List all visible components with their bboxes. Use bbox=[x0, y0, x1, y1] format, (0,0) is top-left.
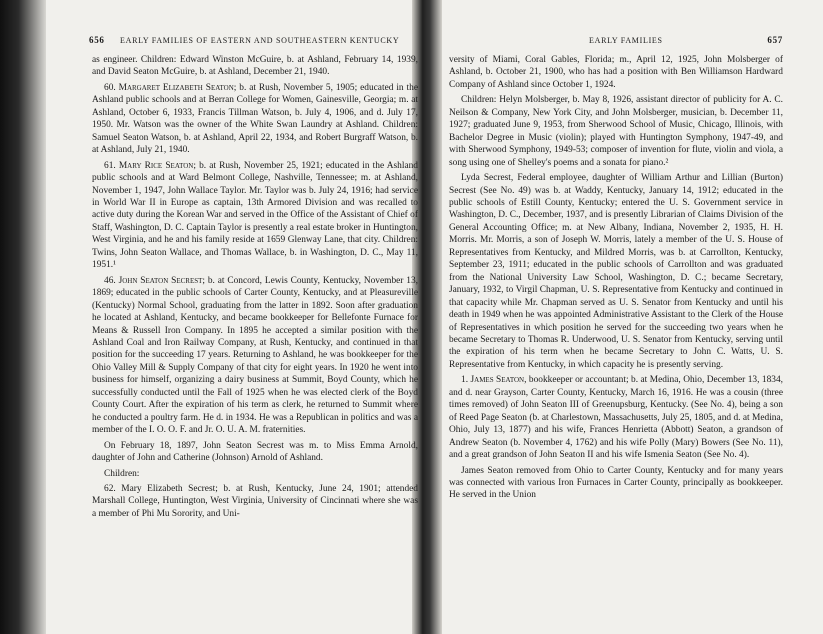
left-page-header bbox=[89, 34, 418, 48]
paragraph: 60. Margaret Elizabeth Seaton; b. at Rush, November 5, 1905; educated in the Ashland public schools and at Berran College for Women, Gainesville, Georgia; m. at Ashland, October 6, 1933, Francis Tillman Watson, b. July 4, 1906, and d. July 17, 1950. Mr. Watson was the owner of the White Swan Laundry at Ashland. Children: Samuel Seaton Watson, b. at Ashland, April 22, 1934, and Robert Burgraff Watson, b. at Ashland, July 21, 1940. bbox=[92, 82, 418, 156]
paragraph: On February 18, 1897, John Seaton Secrest was m. to Miss Emma Arnold, daughter of John and Catherine (Johnson) Arnold of Ashland. bbox=[92, 440, 418, 464]
paragraph: James Seaton removed from Ohio to Carter County, Kentucky and for many years was connected with various Iron Furnaces in Carter County, principally as bookkeeper. He served in the Union bbox=[449, 465, 783, 501]
page-number: 657 bbox=[767, 35, 783, 45]
entry-name: 46. John Seaton Secrest bbox=[104, 275, 203, 286]
paragraph: as engineer. Children: Edward Winston McGuire, b. at Ashland, February 14, 1939, and David Seaton McGuire, b. at Ashland, December 21, 1940. bbox=[92, 55, 418, 78]
entry-name: 60. Margaret Elizabeth Seaton bbox=[104, 82, 234, 93]
paragraph: 46. John Seaton Secrest; b. at Concord, Lewis County, Kentucky, November 13, 1869; educated in the public schools of Carter County, Kentucky, and at Pleasureville (Kentucky) Normal School, graduating from the latter in 1892. Soon after graduation he located at Ashland, Kentucky, and became bookkeeper for Bellefonte Furnace for Means & Russell Iron Company. In 1895 he accepted a similar position with the Ashland Coal and Iron Railway Company, at Rush, Kentucky, and continued in that position for the succeeding 17 years. Returning to Ashland, he was bookkeeper for the Ohio Valley Mill & Supply Company of that city for eight years. In 1920 he went into business for himself, organizing a dairy business at Summit, Boyd County, which he successfully conducted until the Fall of 1925 when he was elected clerk of the Boyd County Court. After the expiration of his term as clerk, he returned to Summit where he conducted a poultry farm. He d. in 1934. He was a Republican in politics and was a member of the I. O. O. F. and Jr. O. U. A. M. fraternities. bbox=[92, 275, 418, 436]
paragraph: Children: Helyn Molsberger, b. May 8, 1926, assistant director of publicity for A. C. Neilson & Company, New York City, and John Molsberger, musician, b. December 11, 1927; graduated June 9, 1953, from Sherwood School of Music, Chicago, Illinois, with Bachelor Degree in Music (violin); played with Huntington Symphony, 1947-49, and with Sherwood Symphony, 1949-53; composer of invention for flute, violin and viola, a song using one of Shelley's poems and a sonata for piano.² bbox=[449, 95, 783, 168]
running-head: EARLY FAMILIES bbox=[589, 36, 663, 45]
paragraph: versity of Miami, Coral Gables, Florida; m., April 12, 1925, John Molsberger of Ashland, b. October 21, 1900, who has had a position with Ben Williamson Hardward Company of Ashland since October 1, 1924. bbox=[449, 55, 783, 90]
running-head: EARLY FAMILIES OF EASTERN AND SOUTHEASTERN KENTUCKY bbox=[120, 36, 400, 45]
entry-name: 1. James Seaton bbox=[461, 375, 525, 386]
right-page bbox=[449, 0, 783, 634]
left-page bbox=[89, 0, 418, 634]
page-number: 656 bbox=[89, 35, 105, 45]
paragraph: 1. James Seaton, bookkeeper or accountant; b. at Medina, Ohio, December 13, 1834, and d. near Grayson, Carter County, Kentucky, March 16, 1916. He was a cousin (three times removed) of John Seaton III of Greenupsburg, Kentucky. (See No. 4), being a son of Reed Page Seaton (b. at Charlestown, Massachusetts, July 25, 1805, and d. at Medina, Ohio, July 13, 1877) and his wife, Frances Henrietta (Abbott) Seaton, a grandson of Andrew Seaton (b. November 4, 1762) and his wife Polly (Mary) Bowers (See No. 11), and a great grandson of John Seaton II and his wife Ismenia Seaton (See No. 4). bbox=[449, 375, 783, 461]
paragraph: 62. Mary Elizabeth Secrest; b. at Rush, Kentucky, June 24, 1901; attended Marshall College, Huntington, West Virginia, University of Cincinnati where she was a member of Phi Mu Sorority, and Uni- bbox=[92, 483, 418, 519]
paragraph: Lyda Secrest, Federal employee, daughter of William Arthur and Lillian (Burton) Secrest (See No. 49) was b. at Waddy, Kentucky, January 14, 1912; educated in the public schools of Estill County, Kentucky; entered the U. S. Government service in Washington, D. C., December, 1937, and is presently Librarian of Claims Division of the General Accounting Office; m. at New Albany, Indiana, November 2, 1935, H. H. Morris. Mr. Morris, a son of Joseph W. Morris, lately a member of the U. S. House of Representatives from Kentucky, and Mildred Morris, was b. at Carrollton, Kentucky, September 23, 1911; educated in the public schools of Carrollton and was graduated from the National University Law School, Washington, D. C.; became Secretary, January, 1932, to Virgil Chapman, U. S. Representative from Kentucky and continued in that capacity while Mr. Chapman served as U. S. Senator from Kentucky and until his death in 1949 when he was appointed Administrative Assistant to the Clerk of the House of Representatives in which position he served for the succeeding two years when he became Secretary to Thomas R. Underwood, U. S. Senator from Kentucky, serving until the expiration of his term when he became Secretary to John C. Watts, U. S. Representative from Kentucky, in which capacity he is presently serving. bbox=[449, 173, 783, 370]
right-page-header bbox=[449, 34, 783, 48]
paragraph: Children: bbox=[104, 468, 140, 479]
entry-name: 61. Mary Rice Seaton bbox=[104, 160, 194, 171]
page-edge-shadow bbox=[0, 0, 46, 634]
paragraph: 61. Mary Rice Seaton; b. at Rush, November 25, 1921; educated in the Ashland public schools and at Ward Belmont College, Nashville, Tennessee; m. at Ashland, November 1, 1947, John Wallace Taylor. Mr. Taylor was b. July 24, 1916; had service in World War II in Europe as captain, 13th Armored Division and was recalled to active duty during the Korean War and served in the Office of the Assistant of Chief of Staff, Washington, D. C. Captain Taylor is presently a real estate broker in Huntington, West Virginia, and he and his family reside at 1659 Glenway Lane, that city. Children: Twins, John Seaton Wallace, and Thomas Wallace, b. in Washington, D. C., May 11, 1951.¹ bbox=[92, 160, 418, 271]
